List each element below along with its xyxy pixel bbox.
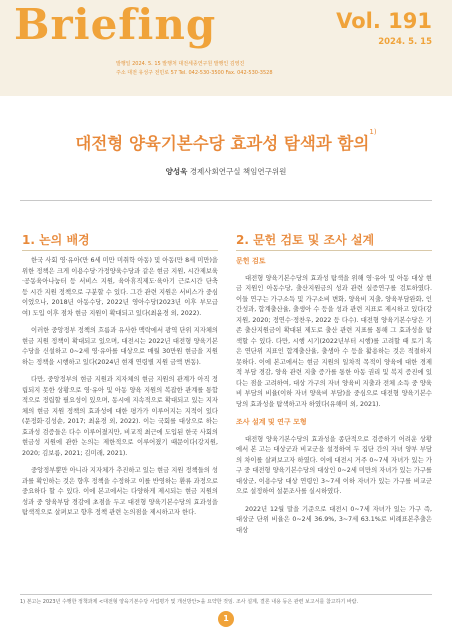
section1-paragraph: 중앙정부뿐만 아니라 지자체가 추진하고 있는 현금 지원 정책들의 성과를 확인하는 것은 향후 정책을 수정하고 이를 반영하는 환류 과정으로 중요하다 할 수 있다. 이에 본고에서는 다양하게 제시되는 현금 지원의 성과 중 양육부담 경감에 초점을 두고 대전형 양육기본수당의 효과성을 탐색적으로 살펴보고 향후 정책 관련 논의점을 제시하고자 한다. [22, 467, 218, 516]
publisher-address: 주소 대전 유성구 전민로 57 Tel. 042-530-3500 Fax. 042-530-3528 [116, 70, 273, 76]
subsection-research-design: 조사 설계 및 연구 모형 [236, 418, 307, 426]
publisher-info: 발행일 2024. 5. 15 발행처 대전세종연구원 발행인 김영진 [116, 61, 245, 67]
footnote-divider [20, 594, 432, 595]
author-line [0, 166, 452, 177]
section2-paragraph: 대전형 양육기본수당의 효과성을 종단적으로 검증하기 어려운 상황에서 본 고는 대상군과 비교군을 설정하여 두 집단 간의 자녀 양부 부담의 차이를 살펴보고자 하였다. 이에 대전시 거주 0~7세 자녀가 있는 가구 중 대전형 양육기본수당의 대상인 0~2세 미만의 자녀가 있는 가구를 대상군, 이용수당 대상 연령인 3~7세 이하 자녀가 있는 가구를 비교군으로 설정하여 설문조사를 실시하였다. [236, 435, 432, 495]
subsection-literature-review: 문헌 검토 [236, 257, 266, 265]
section2-body [236, 256, 432, 543]
briefing-logo: Briefing [14, 0, 217, 49]
section2-heading: 2. 문헌 검토 및 조사 설계 [236, 233, 375, 247]
section2-paragraph: 2022년 12월 말을 기준으로 대전시 0~7세 자녀가 있는 가구 즉, 대상군 단위 비율은 0~2세 36.9%, 3~7세 63.1%로 비례표본추출은 대상 [236, 505, 432, 534]
page-number: 1 [218, 611, 234, 627]
author-name: 양성욱 [165, 167, 188, 176]
page-header [0, 0, 452, 96]
section1-paragraph: 다만, 중앙정부의 현금 지원과 지자체의 현금 지원의 관계가 아직 정립되지 못한 상황으로 영·유아 및 아동 양육 지원의 복잡한 관계를 통합적으로 정립할 필요성이 있으며, 동시에 지속적으로 확대되고 있는 지자체의 현금 지원 정책의 효과성에 대한 평가가 이루어지는 지적이 있다(문정화·김성순, 2017; 최윤경 외, 2022). 이는 국회를 대상으로 하는 효과성 검증들은 다수 이루어졌지만, 비교적 최근에 도입된 한국 사회의 현금성 지원에 관한 논의는 제한적으로 이루어졌기 때문이다(강지원, 2020; 김보름, 2021; 김미래, 2021). [22, 376, 218, 457]
page-title: 대전형 양육기본수당 효과성 탐색과 함의$^{1)}$ [75, 128, 377, 153]
section1-rule [22, 250, 218, 251]
title-divider [20, 200, 432, 201]
section1-paragraph: 한국 사회 영·유아(만 6세 미만 미취학 아동) 및 아동(만 8세 미만)을 위한 정책은 크게 이용수당·가정양육수당과 같은 현금 지원, 시간제보육·공동육아나눔터 등 서비스 지원, 육아휴직제도·육아기 근로시간 단축 등 시간 지원 정책으로 구분할 수 있다. 그간 관련 지원은 서비스가 중심이었으나, 2018년 아동수당, 2022년 영아수당(2023년 이후 부모급여) 도입 이후 점차 현금 지원이 확대되고 있다(최윤경 외, 2022). [22, 257, 218, 317]
section1-heading: 1. 논의 배경 [22, 233, 90, 247]
author-affiliation: 경제사회연구실 책임연구위원 [189, 167, 287, 176]
section2-rule [236, 250, 432, 251]
title-footnote-mark: 1) [369, 128, 377, 136]
section2-paragraph: 대전형 양육기본수당의 효과성 탐색을 위해 영·유아 및 아동 대상 현금 지원인 아동수당, 출산지원금의 성과 관련 실증연구를 검토하였다. 이들 연구는 가구소득 및 가구소비 변화, 양육비 지출, 양육부담완화, 인간성과, 합계출산율, 출생아 수 등을 성과 관련 지표로 제시하고 있다(강지원, 2020; 정연수·정찬우, 2022 등 다수). 대전형 양육기본수당은 기존 출산지원금이 확대된 제도로 출산 관련 지표를 통해 그 효과성을 탐색할 수 있다. 다만, 시행 시기(2022년부터 시행)를 고려할 때 토기 혹은 연단위 지표인 합계출산율, 출생아 수 등을 활용하는 것은 적절하지 못하다. 이에 본고에서는 현금 지원의 일차적 목적이 양육에 대한 경제적 부담 경감, 양육 관련 지출 증가를 통한 아동 권리 및 복지 증진에 있다는 점을 고려하여, 대상 가구의 자녀 양육비 지출과 전체 소득 중 양육비 부담의 비율(이하 자녀 양육비 부담)을 중심으로 대전형 양육기본수당의 효과성을 탐색하고자 하였다(유해미 외, 2021). [236, 274, 432, 408]
footnote: 1) 본고는 2023년 수행한 정책과제 <대전형 양육기본수당 사업평가 및 개선방안>을 요약한 것임. 조사 설계, 결론 내용 등은 관련 보고서를 참고하기 바람. [20, 599, 359, 605]
section1-body [22, 256, 218, 526]
volume-number: Vol. 191 [336, 9, 432, 33]
section1-paragraph: 이러한 중앙정부 정책의 흐름과 유사한 맥락에서 광역 단위 지자체의 현금 지원 정책이 확대되고 있으며, 대전시는 2022년 대전형 양육기본수당을 신설하고 0~2세 영·유아를 대상으로 매월 30만원 현금을 지원하는 정책을 시행하고 있다(2024년 현재 연령별 지원 금액 변동). [22, 327, 218, 366]
issue-date: 2024. 5. 15 [378, 37, 432, 47]
